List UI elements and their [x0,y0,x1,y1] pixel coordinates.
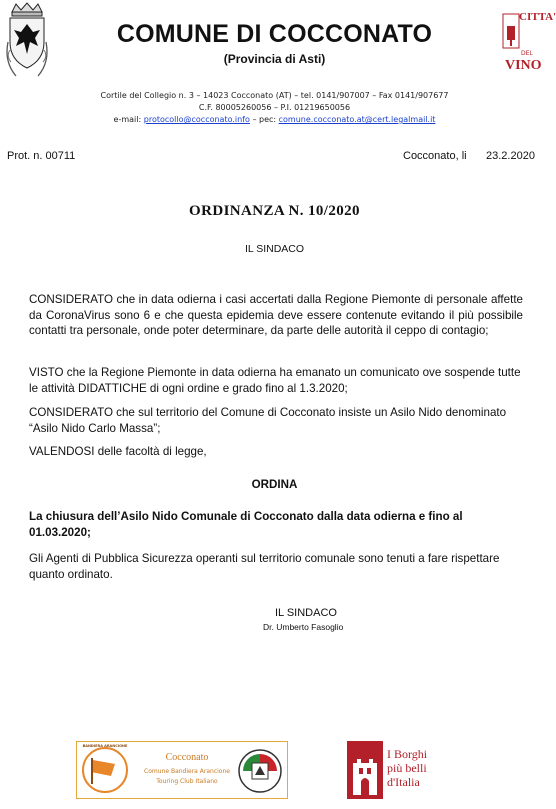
place-label: Cocconato, li [403,150,467,162]
contact-line [0,115,549,124]
email-link[interactable]: protocollo@cocconato.info [143,115,250,124]
email-label: e-mail: [113,115,142,124]
citta-del-vino-logo [499,10,556,78]
touring-club-emblem-icon [237,748,283,794]
signature-title: IL SINDACO [275,607,337,619]
address-line: Cortile del Collegio n. 3 – 14023 Cocconato (AT) – tel. 0141/907007 – Fax 0141/907677 [100,91,449,100]
badge-line1: Comune Bandiera Arancione [144,768,230,775]
ordinance-title: ORDINANZA N. 10/2020 [189,203,360,219]
badge-title: Cocconato [165,752,209,763]
orange-flag-icon [81,746,129,794]
mayor-heading: IL SINDACO [244,243,305,255]
signature-name: Dr. Umberto Fasoglio [263,622,344,632]
borghi-line1: I Borghi [387,747,428,761]
tower-icon [347,741,383,799]
visto-paragraph: VISTO che la Regione Piemonte in data odierna ha emanato un comunicato ove sospende tutte le attività DIDATTICHE di ogni ordine e grado fino al 1.3.2020; [29,366,521,395]
order-text: La chiusura dell’Asilo Nido Comunale di Cocconato dalla data odierna e fino al 01.03.2020; [29,510,463,539]
bandiera-arancione-badge [76,741,288,799]
considerato-paragraph-1: CONSIDERATO che in data odierna i casi accertati dalla Regione Piemonte di personale affette da CoronaVirus sono 6 e che questa epidemia deve essere contenute evitando il più possibile contatti tra personale, onde poter determinare, da parte delle autorità il ceppo di contagio; [29,293,523,337]
protocol-number: Prot. n. 00711 [7,150,76,162]
fiscal-line: C.F. 80005260056 – P.I. 01219650056 [198,103,351,112]
borghi-line3: d'Italia [387,775,420,789]
ordina-heading: ORDINA [251,478,298,491]
province-subtitle: (Provincia di Asti) [223,52,326,66]
pec-label: – pec: [252,115,277,124]
borghi-piu-belli-logo [347,741,441,799]
document-date: 23.2.2020 [486,150,535,162]
municipality-title: COMUNE DI COCCONATO [116,20,433,48]
badge-line2: Touring Club Italiano [156,778,218,785]
valendosi-paragraph: VALENDOSI delle facoltà di legge, [29,445,207,458]
citta-logo-line3: VINO [505,58,542,73]
borghi-line2: più belli [387,761,427,775]
pec-link[interactable]: comune.cocconato.at@cert.legalmail.it [278,115,436,124]
flag-text: BANDIERA ARANCIONE [82,744,128,748]
considerato-paragraph-2: CONSIDERATO che sul territorio del Comune di Cocconato insiste un Asilo Nido denominato “Asilo Nido Carlo Massa”; [29,406,507,435]
enforcement-paragraph: Gli Agenti di Pubblica Sicurezza operanti sul territorio comunale sono tenuti a fare rispettare quanto ordinato. [29,552,500,581]
citta-logo-line1: CITTA' [519,11,556,23]
citta-logo-line2: DEL [521,50,533,57]
